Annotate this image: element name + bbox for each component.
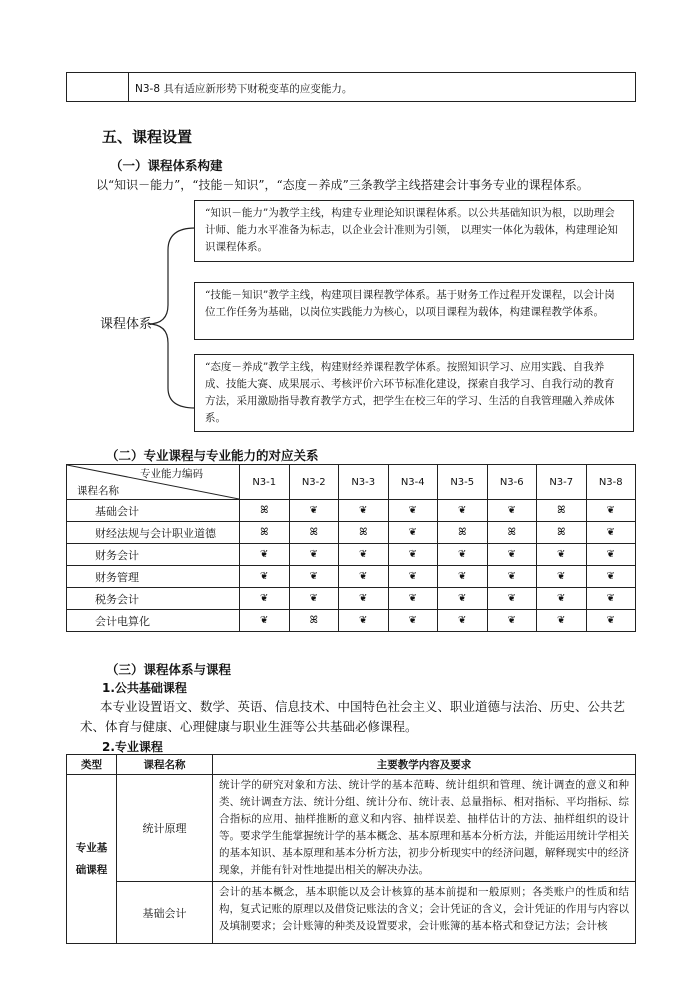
matrix-row-course-name: 会计电算化 [67, 610, 240, 632]
matrix-row-course-name: 财经法规与会计职业道德 [67, 522, 240, 544]
matrix-mark: ❦ [586, 500, 636, 522]
course-name: 统计原理 [117, 775, 213, 882]
col-header: N3-2 [289, 465, 339, 500]
category-text: 专业基础课程 [75, 842, 108, 876]
course-content: 会计的基本概念，基本职能以及会计核算的基本前提和一般原则；各类账户的性质和结构，复式记账的原理以及借贷记账法的含义；会计凭证的含义，会计凭证的作用与内容以及填制要求；会计账簿的种类及设置要求，会计账簿的基本格式和登记方法；会计核 [213, 882, 636, 944]
matrix-mark: ❦ [388, 566, 438, 588]
matrix-mark: ❦ [289, 544, 339, 566]
col-header: N3-3 [339, 465, 389, 500]
matrix-mark: ❦ [586, 544, 636, 566]
matrix-mark: ꕤ [438, 522, 488, 544]
matrix-row [67, 522, 636, 544]
matrix-mark: ❦ [339, 500, 389, 522]
matrix-mark: ❦ [339, 544, 389, 566]
corner-top-label: 专业能力编码 [140, 468, 203, 480]
matrix-mark: ꕤ [240, 522, 290, 544]
matrix-mark: ❦ [240, 588, 290, 610]
professional-courses-title: 2.专业课程 [102, 740, 163, 754]
col-header: N3-6 [487, 465, 537, 500]
col-header: N3-1 [240, 465, 290, 500]
subsection-1-title: （一）课程体系构建 [110, 158, 223, 173]
matrix-mark: ❦ [289, 566, 339, 588]
matrix-row-course-name: 税务会计 [67, 588, 240, 610]
course-content: 统计学的研究对象和方法、统计学的基本范畴、统计组织和管理、统计调查的意义和种类、统计调查方法、统计分组、统计分布、统计表、总量指标、相对指标、平均指标、综合指标的应用、抽样推断的意义和内容、抽样误差、抽样估计的方法、抽样组织的设计等。要求学生能掌握统计学的基本概念、基本原理和基本分析方法，并能运用统计学相关的基本知识、基本原理和基本分析方法，初步分析现实中的经济问题，解释现实中的经济现象，并能有针对性地提出相关的解决办法。 [213, 775, 636, 882]
matrix-mark: ❦ [487, 544, 537, 566]
matrix-mark: ❦ [537, 610, 587, 632]
matrix-mark: ❦ [487, 566, 537, 588]
matrix-mark: ❦ [586, 522, 636, 544]
matrix-mark: ❦ [438, 566, 488, 588]
matrix-mark: ❦ [586, 610, 636, 632]
course-ability-matrix [66, 464, 636, 632]
matrix-mark: ❦ [339, 588, 389, 610]
subsection-3-title: （三）课程体系与课程 [106, 662, 232, 677]
matrix-mark: ❦ [487, 610, 537, 632]
matrix-mark: ❦ [289, 500, 339, 522]
col-header: N3-7 [537, 465, 587, 500]
public-courses-title: 1.公共基础课程 [102, 681, 187, 695]
matrix-mark: ❦ [438, 610, 488, 632]
matrix-mark: ❦ [388, 610, 438, 632]
course-system-label: 课程体系 [100, 317, 153, 332]
matrix-mark: ꕤ [537, 522, 587, 544]
matrix-mark: ❦ [438, 588, 488, 610]
matrix-row [67, 544, 636, 566]
matrix-mark: ❦ [487, 500, 537, 522]
matrix-mark: ❦ [388, 522, 438, 544]
col-header: N3-5 [438, 465, 488, 500]
matrix-mark: ꕤ [289, 522, 339, 544]
col-header: N3-4 [388, 465, 438, 500]
matrix-mark: ꕤ [339, 522, 389, 544]
header-course-name: 课程名称 [117, 755, 213, 775]
matrix-mark: ❦ [240, 610, 290, 632]
matrix-row-course-name: 基础会计 [67, 500, 240, 522]
matrix-mark: ❦ [388, 544, 438, 566]
header-content: 主要教学内容及要求 [213, 755, 636, 775]
matrix-mark: ❦ [586, 566, 636, 588]
category-cell [67, 775, 117, 944]
matrix-row [67, 500, 636, 522]
matrix-mark: ❦ [586, 588, 636, 610]
subsection-2-title: （二）专业课程与专业能力的对应关系 [106, 448, 319, 463]
matrix-mark: ❦ [289, 588, 339, 610]
matrix-mark: ❦ [339, 566, 389, 588]
matrix-mark: ꕤ [537, 500, 587, 522]
matrix-mark: ꕤ [289, 610, 339, 632]
matrix-row [67, 610, 636, 632]
header-type: 类型 [67, 755, 117, 775]
col-header: N3-8 [586, 465, 636, 500]
matrix-row [67, 588, 636, 610]
section-title: 五、课程设置 [102, 128, 193, 146]
ability-n3-8-text: N3-8 具有适应新形势下财税变革的应变能力。 [135, 83, 353, 95]
matrix-mark: ❦ [339, 610, 389, 632]
matrix-mark: ❦ [240, 566, 290, 588]
matrix-row-course-name: 财务管理 [67, 566, 240, 588]
professional-course-table [66, 754, 636, 944]
skill-knowledge-box: “技能－知识”教学主线，构建项目课程教学体系。基于财务工作过程开发课程，以会计岗位工作任务为基础，以岗位实践能力为核心，以项目课程为载体，构建课程教学体系。 [194, 282, 634, 340]
matrix-mark: ❦ [388, 500, 438, 522]
course-name: 基础会计 [117, 882, 213, 944]
matrix-row-course-name: 财务会计 [67, 544, 240, 566]
matrix-mark: ❦ [537, 544, 587, 566]
corner-bottom-label: 课程名称 [77, 485, 119, 497]
matrix-mark: ❦ [487, 588, 537, 610]
subsection-1-intro: 以“知识－能力”，“技能－知识”，“态度－养成”三条教学主线搭建会计事务专业的课程体系。 [96, 178, 589, 192]
matrix-row [67, 566, 636, 588]
matrix-mark: ❦ [438, 500, 488, 522]
knowledge-ability-box: “知识－能力”为教学主线，构建专业理论知识课程体系。以公共基础知识为根，以助理会计师、能力水平准备为标志，以企业会计准则为引领， 以理实一体化为载体，构建理论知识课程体系。 [194, 200, 634, 262]
matrix-mark: ❦ [438, 544, 488, 566]
matrix-mark: ❦ [537, 566, 587, 588]
matrix-mark: ❦ [537, 588, 587, 610]
matrix-mark: ꕤ [487, 522, 537, 544]
matrix-mark: ❦ [388, 588, 438, 610]
matrix-mark: ❦ [240, 544, 290, 566]
matrix-corner [67, 465, 240, 500]
matrix-mark: ꕤ [240, 500, 290, 522]
attitude-cultivation-box: “态度－养成”教学主线，构建财经养课程教学体系。按照知识学习、应用实践、自我养成、技能大赛、成果展示、考核评价六环节标准化建设，探索自我学习、自我行动的教育方法，采用激励指导教育教学方式，把学生在校三年的学习、生活的自我管理融入养成体系。 [194, 354, 634, 432]
public-courses-text: 本专业设置语文、数学、英语、信息技术、中国特色社会主义、职业道德与法治、历史、公共艺术、体育与健康、心理健康与职业生涯等公共基础必修课程。 [80, 699, 626, 734]
